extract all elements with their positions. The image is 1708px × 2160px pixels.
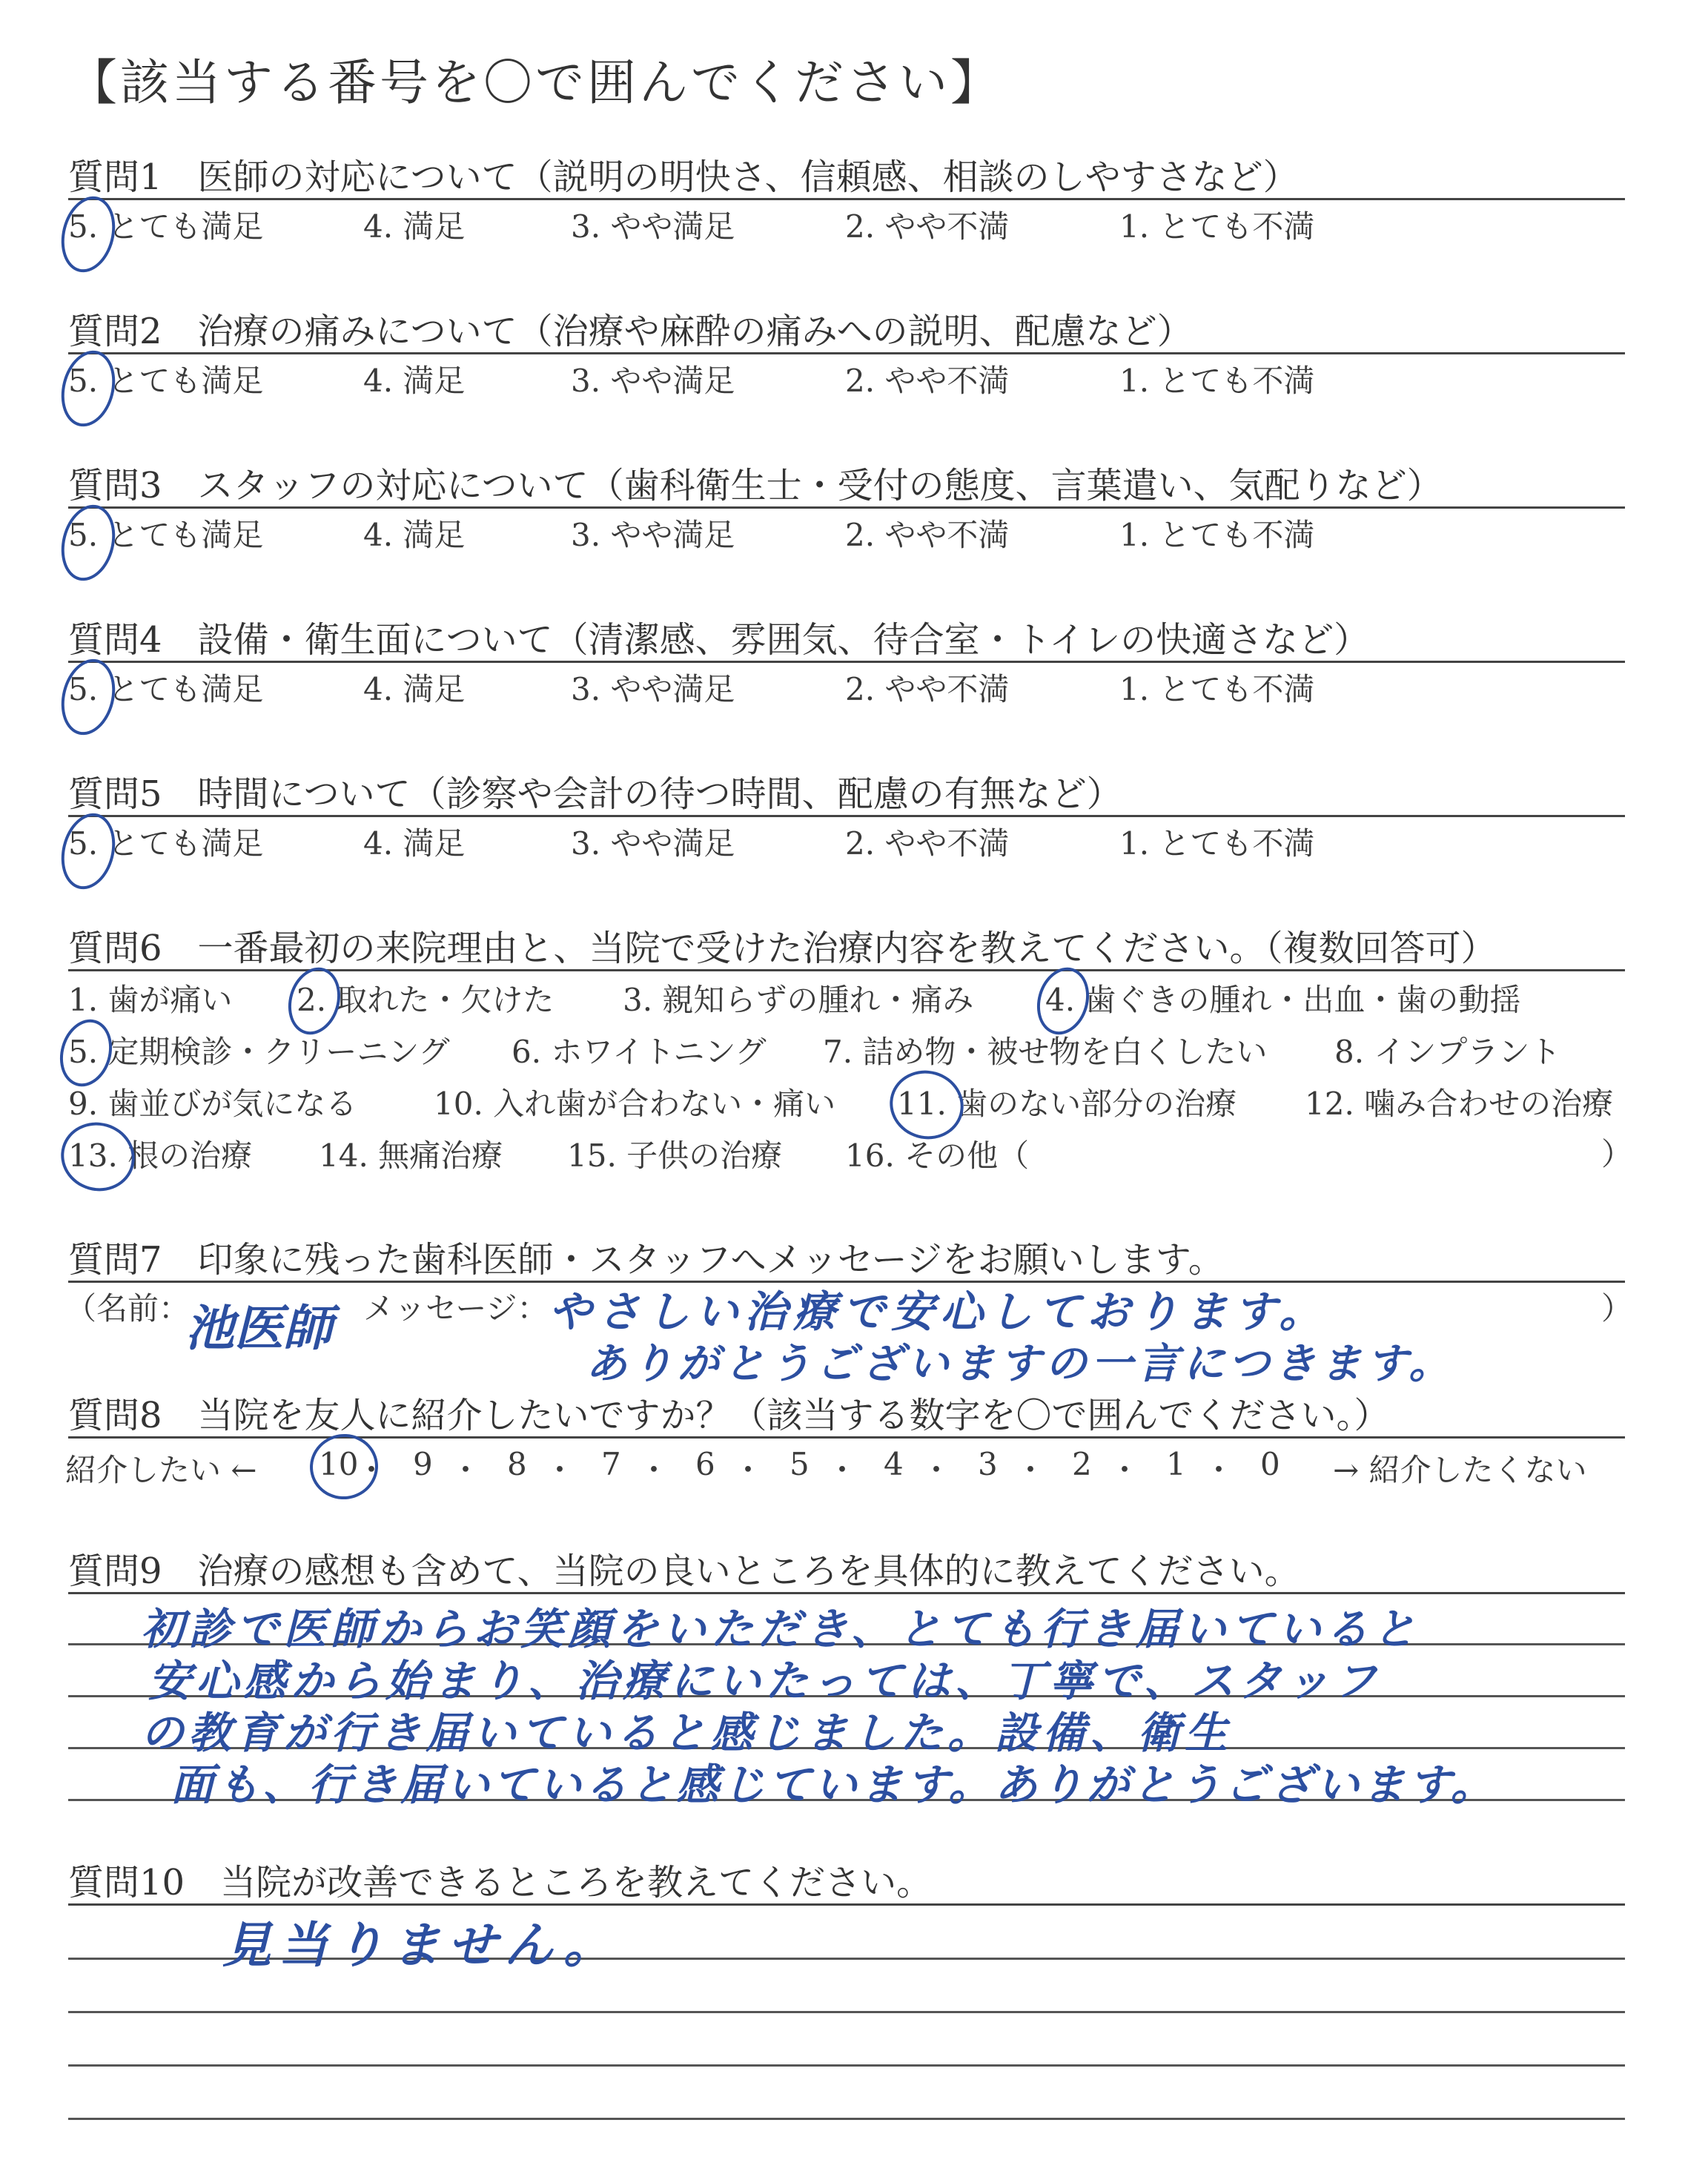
q6-option[interactable]: 10. 入れ歯が合わない・痛い xyxy=(434,1086,836,1122)
q8-scale-separator: ・ xyxy=(921,1452,953,1488)
question-5-option[interactable]: 1. とても不満 xyxy=(1119,825,1315,862)
question-4-option[interactable]: 2. やや不満 xyxy=(845,671,1010,707)
question-3-option[interactable]: 5. とても満足 xyxy=(68,517,264,553)
question-2-rule xyxy=(68,352,1625,354)
q6-option[interactable]: 12. 噛み合わせの治療 xyxy=(1305,1086,1614,1122)
question-3-option[interactable]: 2. やや不満 xyxy=(845,517,1010,553)
question-4-rule xyxy=(68,661,1625,663)
q7-name-label: （名前： xyxy=(65,1290,191,1327)
question-4-option[interactable]: 1. とても不満 xyxy=(1119,671,1315,707)
q8-scale-number[interactable]: 0 xyxy=(1260,1446,1280,1482)
q10-writing-line xyxy=(68,2011,1625,2013)
q7-handwritten-message-line1[interactable]: やさしい治療で安心しております。 xyxy=(549,1287,1328,1337)
q8-scale-number[interactable]: 6 xyxy=(695,1446,715,1482)
q8-scale-separator: ・ xyxy=(1015,1452,1047,1488)
q7-close: ） xyxy=(1601,1290,1633,1327)
question-2-option[interactable]: 2. やや不満 xyxy=(845,363,1010,399)
question-3-option[interactable]: 4. 満足 xyxy=(363,517,466,553)
question-5-rule xyxy=(68,815,1625,817)
question-1-option[interactable]: 3. やや満足 xyxy=(571,208,735,245)
q8-right-label: → 紹介したくない xyxy=(1333,1452,1587,1488)
q6-other-close: ） xyxy=(1601,1136,1633,1172)
q8-scale-separator: ・ xyxy=(450,1452,482,1488)
q7-handwritten-message-line2[interactable]: ありがとうございますの一言につきます。 xyxy=(586,1340,1455,1388)
question-2-label: 質問2 治療の痛みについて（治療や麻酔の痛みへの説明、配慮など） xyxy=(68,311,1193,352)
q6-option[interactable]: 2. 取れた・欠けた xyxy=(297,982,555,1018)
q8-scale-number[interactable]: 3 xyxy=(978,1446,998,1482)
question-3-rule xyxy=(68,506,1625,509)
q8-scale-number[interactable]: 9 xyxy=(413,1446,433,1482)
question-1-option[interactable]: 2. やや不満 xyxy=(845,208,1010,245)
q6-option[interactable]: 6. ホワイトニング xyxy=(512,1034,767,1070)
question-5-option[interactable]: 3. やや満足 xyxy=(571,825,735,862)
q8-scale-number[interactable]: 5 xyxy=(790,1446,810,1482)
q8-scale-separator: ・ xyxy=(1109,1452,1141,1488)
q6-option[interactable]: 5. 定期検診・クリーニング xyxy=(68,1034,450,1070)
question-2-option[interactable]: 5. とても満足 xyxy=(68,363,264,399)
q10-writing-line xyxy=(68,2064,1625,2067)
q6-rule xyxy=(68,969,1625,971)
question-5-option[interactable]: 5. とても満足 xyxy=(68,825,264,862)
question-4-option[interactable]: 4. 満足 xyxy=(363,671,466,707)
question-5-label: 質問5 時間について（診察や会計の待つ時間、配慮の有無など） xyxy=(68,773,1122,815)
q9-handwritten-line1[interactable]: 初診で医師からお笑顔をいただき、とても行き届いていると xyxy=(141,1604,1420,1654)
q10-label: 質問10 当院が改善できるところを教えてください。 xyxy=(68,1862,933,1903)
q6-option[interactable]: 14. 無痛治療 xyxy=(319,1137,503,1174)
q6-option[interactable]: 1. 歯が痛い xyxy=(68,982,233,1018)
question-1-option[interactable]: 1. とても不満 xyxy=(1119,208,1315,245)
q8-scale-number[interactable]: 10 xyxy=(319,1446,359,1482)
q6-option[interactable]: 8. インプラント xyxy=(1334,1034,1561,1070)
q8-label: 質問8 当院を友人に紹介したいですか？（該当する数字を〇で囲んでください。） xyxy=(68,1395,1390,1436)
q8-scale-separator: ・ xyxy=(356,1452,388,1488)
q8-scale-number[interactable]: 8 xyxy=(507,1446,527,1482)
question-3-option[interactable]: 1. とても不満 xyxy=(1119,517,1315,553)
question-5-option[interactable]: 2. やや不満 xyxy=(845,825,1010,862)
q6-option[interactable]: 3. 親知らずの腫れ・痛み xyxy=(623,982,974,1018)
form-title: 【該当する番号を〇で囲んでください】 xyxy=(68,54,1002,111)
question-1-option[interactable]: 5. とても満足 xyxy=(68,208,264,245)
q9-handwritten-line3[interactable]: の教育が行き届いていると感じました。設備、衛生 xyxy=(141,1708,1233,1758)
q9-label: 質問9 治療の感想も含めて、当院の良いところを具体的に教えてください。 xyxy=(68,1550,1300,1592)
q8-scale-number[interactable]: 1 xyxy=(1166,1446,1186,1482)
q8-scale-number[interactable]: 4 xyxy=(884,1446,904,1482)
q8-selected-circle xyxy=(305,1430,382,1504)
question-4-label: 質問4 設備・衛生面について（清潔感、雰囲気、待合室・トイレの快適さなど） xyxy=(68,619,1370,661)
question-4-option[interactable]: 3. やや満足 xyxy=(571,671,735,707)
q8-rule xyxy=(68,1436,1625,1439)
q8-scale-separator: ・ xyxy=(732,1452,764,1488)
q8-scale-separator: ・ xyxy=(827,1452,858,1488)
q6-option[interactable]: 9. 歯並びが気になる xyxy=(68,1086,357,1122)
q8-scale-number[interactable]: 7 xyxy=(601,1446,621,1482)
q6-option[interactable]: 16. その他（ xyxy=(845,1137,1030,1174)
question-1-option[interactable]: 4. 満足 xyxy=(363,208,466,245)
question-4-option[interactable]: 5. とても満足 xyxy=(68,671,264,707)
question-3-option[interactable]: 3. やや満足 xyxy=(571,517,735,553)
question-2-option[interactable]: 1. とても不満 xyxy=(1119,363,1315,399)
q6-option[interactable]: 11. 歯のない部分の治療 xyxy=(897,1086,1237,1122)
question-1-label: 質問1 医師の対応について（説明の明快さ、信頼感、相談のしやすさなど） xyxy=(68,156,1299,198)
q10-handwritten[interactable]: 見当りません。 xyxy=(222,1917,620,1974)
q6-option[interactable]: 15. 子供の治療 xyxy=(567,1137,783,1174)
q8-left-label: 紹介したい ← xyxy=(65,1452,257,1488)
question-2-option[interactable]: 3. やや満足 xyxy=(571,363,735,399)
q6-label: 質問6 一番最初の来院理由と、当院で受けた治療内容を教えてください。（複数回答可） xyxy=(68,928,1497,969)
question-3-label: 質問3 スタッフの対応について（歯科衛生士・受付の態度、言葉遣い、気配りなど） xyxy=(68,465,1443,506)
q7-handwritten-name[interactable]: 池医師 xyxy=(185,1300,332,1357)
q6-option[interactable]: 4. 歯ぐきの腫れ・出血・歯の動揺 xyxy=(1045,982,1521,1018)
q7-message-label: メッセージ： xyxy=(363,1290,549,1327)
q9-handwritten-line2[interactable]: 安心感から始まり、治療にいたっては、丁寧で、スタッフ xyxy=(148,1656,1381,1706)
q8-scale-separator: ・ xyxy=(638,1452,670,1488)
q8-scale-separator: ・ xyxy=(544,1452,576,1488)
q6-selected-circle-13 xyxy=(53,1114,142,1200)
q6-option[interactable]: 13. 根の治療 xyxy=(68,1137,253,1174)
q8-scale-number[interactable]: 2 xyxy=(1072,1446,1092,1482)
q8-scale-separator: ・ xyxy=(1203,1452,1235,1488)
q9-handwritten-line4[interactable]: 面も、行き届いていると感じています。ありがとうございます。 xyxy=(171,1760,1497,1810)
q10-writing-line xyxy=(68,2118,1625,2120)
question-2-option[interactable]: 4. 満足 xyxy=(363,363,466,399)
question-1-rule xyxy=(68,198,1625,200)
q7-label: 質問7 印象に残った歯科医師・スタッフへメッセージをお願いします。 xyxy=(68,1239,1224,1281)
question-5-option[interactable]: 4. 満足 xyxy=(363,825,466,862)
q6-option[interactable]: 7. 詰め物・被せ物を白くしたい xyxy=(823,1034,1268,1070)
